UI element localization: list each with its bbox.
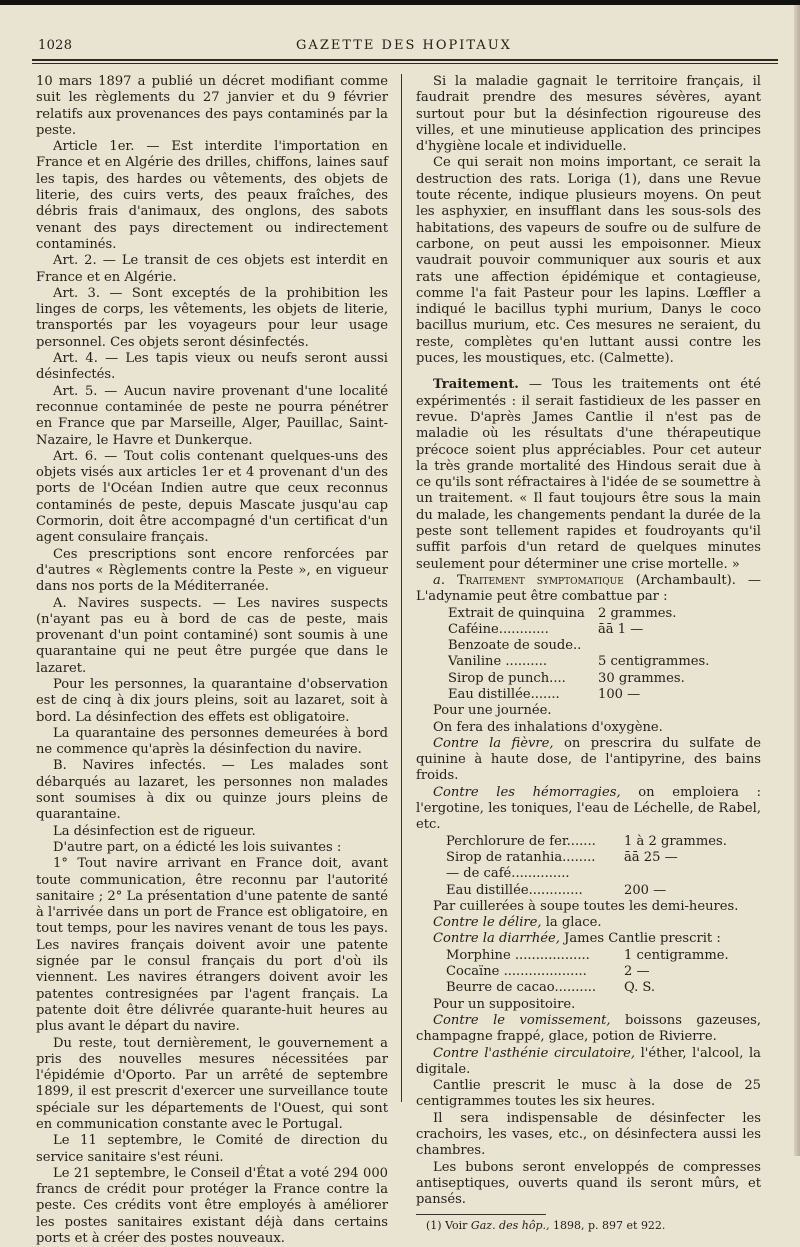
ingredient-name: — de café.............. xyxy=(446,866,570,882)
paragraph-symptomatique: a. Traitement symptomatique (Archambault). — L'adynamie peut être combattue par : xyxy=(416,572,761,605)
prescription-row xyxy=(416,606,761,622)
paragraph-asthenie: Contre l'asthénie circulatoire, l'éther, l'alcool, la digitale. xyxy=(416,1045,761,1077)
page-edge-shadow xyxy=(794,5,800,1156)
ingredient-name: Extrait de quinquina xyxy=(448,605,585,621)
paragraph: Si la maladie gagnait le territoire français, il faudrait prendre des mesures sévères, ayant surtout pour but la désinfection rigoureuse des villes, et une minutieuse application des principes d'hygiène locale et individuelle. xyxy=(416,74,761,155)
ingredient-name: Sirop de punch.... xyxy=(448,670,566,686)
header-rule-thin xyxy=(32,63,778,64)
paragraph-hemorragies: Contre les hémorragies, on emploiera : l'ergotine, les toniques, l'eau de Léchelle, de Rabel, etc. xyxy=(416,784,761,833)
ingredient-quantity: 1 centigramme. xyxy=(624,947,729,963)
ingredient-quantity: Q. S. xyxy=(624,980,656,996)
page-top-edge xyxy=(0,0,800,5)
paragraph: Il sera indispensable de désinfecter les crachoirs, les vases, etc., on désinfectera aussi les chambres. xyxy=(416,1110,761,1159)
running-title: GAZETTE DES HOPITAUX xyxy=(296,38,512,53)
header-rule-thick xyxy=(32,59,778,61)
paragraph-traitement: Traitement. — Tous les traitements ont été expérimentés : il serait fastidieux de les passer en revue. D'après James Cantlie il n'est pas de maladie où les résultats d'une thérapeutique précoce soient plus appréciables. Pour cet auteur la très grande mortalité des Hindous serait due à ce qu'ils sont réfractaires à l'idée de se soumettre à un traitement. « Il faut toujours être sous la main du malade, les changements pendant la durée de la peste sont tellement rapides et foudroyants qu'il suffit parfois d'un retard de quelques minutes seulement pour déterminer une crise mortelle. » xyxy=(416,377,761,572)
ingredient-quantity: 30 grammes. xyxy=(598,670,685,686)
paragraph-vomissement: Contre le vomissement, boissons gazeuses, champagne frappé, glace, potion de Rivierre. xyxy=(416,1012,761,1045)
prescription-2 xyxy=(416,834,761,899)
ingredient-name: Eau distillée....... xyxy=(448,686,560,702)
ingredient-name: Sirop de ratanhia........ xyxy=(446,849,596,865)
prescription-row xyxy=(416,948,761,964)
ingredient-quantity: 100 — xyxy=(598,686,641,702)
paragraph: Pour les personnes, la quarantaine d'observation est de cinq à dix jours pleins, soit au lazaret, soit à bord. La désinfection des effets est obligatoire. xyxy=(36,676,388,725)
prescription-row xyxy=(416,654,761,670)
prescription-row xyxy=(416,834,761,850)
paragraph: Les bubons seront enveloppés de compresses antiseptiques, ouverts quand ils seront mûrs, et pansés. xyxy=(416,1159,761,1208)
paragraph: Le 11 septembre, le Comité de direction du service sanitaire s'est réuni. xyxy=(36,1133,388,1165)
prescription-row xyxy=(416,622,761,638)
paragraph: Pour un suppositoire. xyxy=(433,996,576,1012)
ingredient-name: Eau distillée............. xyxy=(446,882,583,898)
ingredient-quantity xyxy=(624,866,761,882)
ingredient-quantity: 5 centigrammes. xyxy=(598,654,710,670)
ingredient-quantity: 2 — xyxy=(624,964,650,980)
prescription-row xyxy=(416,883,761,899)
ingredient-name: Benzoate de soude.. xyxy=(448,638,582,654)
section-heading: Traitement. xyxy=(433,377,519,393)
paragraph: Article 1er. — Est interdite l'importation en France et en Algérie des drilles, chiffons, laines sauf les tapis, des hardes ou vêtements, des objets de literie, des cuirs verts, des peaux fraîches, des débris frais d'animaux, des onglons, des sabots venant des pays directement ou indirectement contaminés. xyxy=(36,139,388,252)
paragraph-diarrhee: Contre la diarrhée, James Cantlie prescrit : xyxy=(433,931,721,947)
ingredient-name: Beurre de cacao.......... xyxy=(446,980,597,996)
ingredient-quantity: āā 1 — xyxy=(598,621,644,637)
ingredient-name: Perchlorure de fer....... xyxy=(446,833,596,849)
ingredient-quantity xyxy=(598,638,761,654)
paragraph: Art. 6. — Tout colis contenant quelques-uns des objets visés aux articles 1er et 4 provenant d'un des ports de l'Océan Indien autre que ceux reconnus contaminés de peste, depuis Mascate jusqu'au cap Cormorin, doit être accompagné d'un certificat d'un agent consulaire français. xyxy=(36,448,388,546)
prescription-1 xyxy=(416,606,761,704)
ingredient-quantity: 1 à 2 grammes. xyxy=(624,833,727,849)
paragraph: Ces prescriptions sont encore renforcées par d'autres « Règlements contre la Peste », en vigueur dans nos ports de la Méditerranée. xyxy=(36,546,388,595)
paragraph: Du reste, tout dernièrement, le gouvernement a pris des nouvelles mesures nécessitées par l'épidémie d'Oporto. Par un arrêté de septembre 1899, il est prescrit d'exercer une surveillance toute spéciale sur les départements de l'Ouest, qui sont en communication constante avec le Portugal. xyxy=(36,1035,388,1132)
prescription-row xyxy=(416,671,761,687)
paragraph: Ce qui serait non moins important, ce serait la destruction des rats. Loriga (1), dans une Revue toute récente, indique plusieurs moyens. On peut les asphyxier, en insufflant dans les sous-sols des habitations, des vapeurs de soufre ou de sulfure de carbone, on peut aussi les empoisonner. Mieux vaudrait pouvoir communiquer aux souris et aux rats une affection épidémique et contagieuse, comme l'a fait Pasteur pour les lapins. Lœffler a indiqué le bacillus typhi murium, Danys le coco bacillus murium, etc. Ces mesures ne seraient, du reste, complètes qu'en luttant aussi contre les puces, les moustiques, etc. (Calmette). xyxy=(416,155,761,367)
prescription-row xyxy=(416,850,761,866)
paragraph: D'autre part, on a édicté les lois suivantes : xyxy=(53,839,342,855)
ingredient-name: Morphine .................. xyxy=(446,947,590,963)
page-header xyxy=(32,32,776,62)
ingredient-name: Vaniline .......... xyxy=(448,654,548,670)
right-column xyxy=(416,74,761,1233)
left-column xyxy=(36,74,388,1247)
paragraph: Art. 2. — Le transit de ces objets est interdit en France et en Algérie. xyxy=(36,253,388,285)
prescription-row xyxy=(416,964,761,980)
paragraph: 1° Tout navire arrivant en France doit, avant toute communication, être reconnu par l'autorité sanitaire ; 2° La présentation d'une patente de santé à l'arrivée dans un port de France est obligatoire, en tout temps, pour les navires venant de tous les pays. Les navires français doivent avoir une patente signée par le consul français du port d'où ils viennent. Les navires étrangers doivent avoir les patentes contresignées par l'agent français. La patente doit être délivrée quarante-huit heures au plus avant le départ du navire. xyxy=(36,856,388,1035)
paragraph: La désinfection est de rigueur. xyxy=(53,823,256,839)
paragraph: Art. 3. — Sont exceptés de la prohibition les linges de corps, les vêtements, les objets de literie, transportés par les voyageurs pour leur usage personnel. Ces objets seront désinfectés. xyxy=(36,285,388,350)
paragraph: 10 mars 1897 a publié un décret modifiant comme suit les règlements du 27 janvier et du 9 février relatifs aux provenances des pays contaminés par la peste. xyxy=(36,74,388,138)
prescription-row xyxy=(416,980,761,996)
prescription-row xyxy=(416,866,761,882)
paragraph: Cantlie prescrit le musc à la dose de 25 centigrammes toutes les six heures. xyxy=(416,1078,761,1110)
paragraph: Par cuillerées à soupe toutes les demi-heures. xyxy=(433,898,739,914)
subsection-heading: Traitement symptomatique xyxy=(456,572,624,588)
page-number: 1028 xyxy=(38,38,73,53)
paragraph: On fera des inhalations d'oxygène. xyxy=(433,719,663,735)
paragraph: Pour une journée. xyxy=(433,703,552,719)
ingredient-name: Caféine............ xyxy=(448,621,549,637)
footnote: (1) Voir Gaz. des hôp., 1898, p. 897 et 922. xyxy=(426,1219,666,1233)
ingredient-quantity: 200 — xyxy=(624,882,667,898)
paragraph: A. Navires suspects. — Les navires suspects (n'ayant pas eu à bord de cas de peste, mais provenant d'un point contaminé) sont soumis à une quarantaine qui ne peut être purgée que dans le lazaret. xyxy=(36,595,388,676)
paragraph-fievre: Contre la fièvre, on prescrira du sulfate de quinine à haute dose, de l'antipyrine, des bains froids. xyxy=(416,735,761,784)
ingredient-quantity: āā 25 — xyxy=(624,849,678,865)
column-divider xyxy=(401,74,402,1102)
prescription-3 xyxy=(416,948,761,997)
ingredient-quantity: 2 grammes. xyxy=(598,605,677,621)
paragraph: La quarantaine des personnes demeurées à bord ne commence qu'après la désinfection du navire. xyxy=(36,725,388,758)
footnote-rule xyxy=(416,1214,546,1215)
paragraph: B. Navires infectés. — Les malades sont débarqués au lazaret, les personnes non malades sont soumises à dix ou quinze jours pleins de quarantaine. xyxy=(36,758,388,823)
paragraph-delire: Contre le délire, la glace. xyxy=(433,915,602,931)
paragraph: Art. 4. — Les tapis vieux ou neufs seront aussi désinfectés. xyxy=(36,351,388,383)
ingredient-name: Cocaïne .................... xyxy=(446,964,587,980)
prescription-row xyxy=(416,687,761,703)
paragraph: Art. 5. — Aucun navire provenant d'une localité reconnue contaminée de peste ne pourra pénétrer en France que par Marseille, Alger, Pauillac, Saint-Nazaire, le Havre et Dunkerque. xyxy=(36,383,388,448)
prescription-row xyxy=(416,638,761,654)
paragraph: Le 21 septembre, le Conseil d'État a voté 294 000 francs de crédit pour protéger la France contre la peste. Ces crédits vont être employés à améliorer les postes sanitaires existant déjà dans certains ports et à créer des postes nouveaux. xyxy=(36,1165,388,1247)
